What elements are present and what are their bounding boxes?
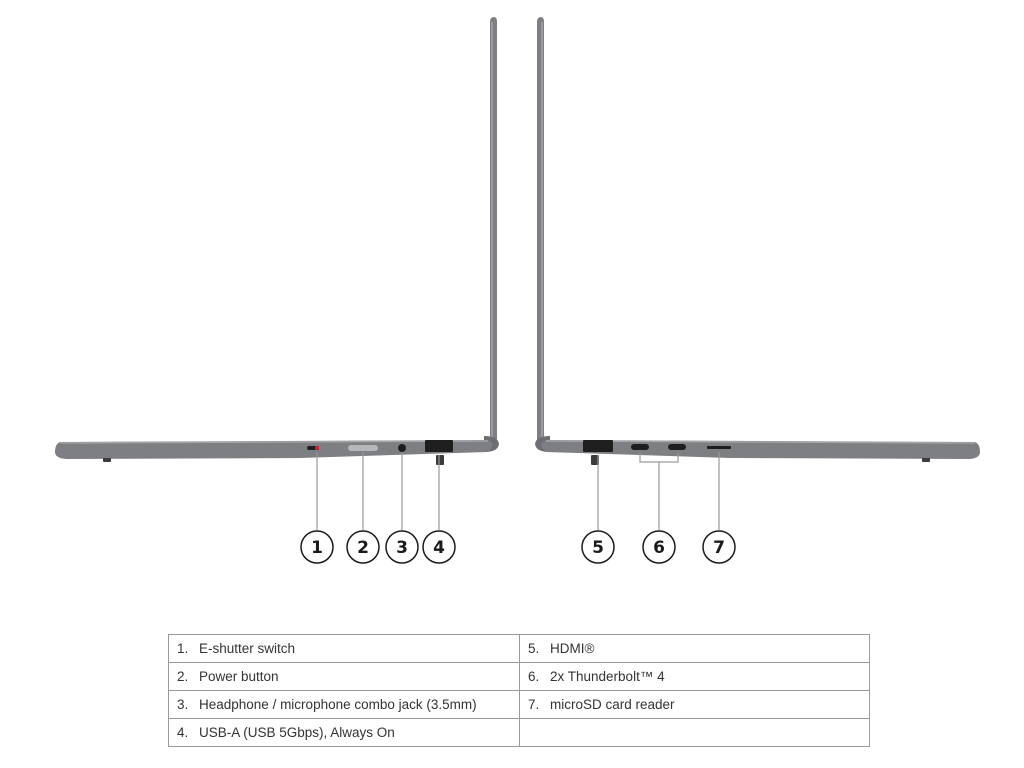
thunderbolt-port [631, 444, 649, 450]
callout-number: 4 [433, 538, 445, 558]
item-label: 2x Thunderbolt™ 4 [550, 669, 665, 684]
item-label: HDMI® [550, 641, 595, 656]
callout-7 [703, 531, 735, 563]
callout-number: 2 [357, 538, 369, 558]
laptop-right-side-view [535, 17, 980, 465]
callout-2 [347, 531, 379, 563]
callout-number: 5 [592, 538, 604, 558]
item-number: 2. [177, 669, 189, 684]
right-view-lid-edge [541, 22, 543, 440]
item-label: USB-A (USB 5Gbps), Always On [199, 725, 395, 740]
headphone-jack [398, 444, 406, 452]
item-label: Power button [199, 669, 279, 684]
usb-a-port [425, 440, 453, 452]
table-row [169, 691, 870, 719]
left-view-foot [103, 458, 111, 462]
table-row [169, 635, 870, 663]
table-row [169, 663, 870, 691]
ports-legend-table [168, 634, 870, 747]
item-number: 7. [528, 697, 540, 712]
power-button [348, 445, 378, 451]
table-cell [520, 663, 870, 691]
table-cell [520, 635, 870, 663]
item-number: 4. [177, 725, 189, 740]
laptop-left-side-view [55, 17, 499, 465]
leader-lines [317, 452, 719, 530]
microsd-slot [707, 446, 731, 449]
item-label: Headphone / microphone combo jack (3.5mm) [199, 697, 477, 712]
callout-number: 6 [653, 538, 665, 558]
item-number: 1. [177, 641, 189, 656]
left-view-lid-edge [491, 22, 493, 440]
hdmi-port [583, 440, 613, 452]
callout-number: 1 [311, 538, 323, 558]
item-number: 3. [177, 697, 189, 712]
callout-1 [301, 531, 333, 563]
table-cell [169, 691, 520, 719]
thunderbolt-port [668, 444, 686, 450]
item-number: 6. [528, 669, 540, 684]
table-cell [169, 635, 520, 663]
callout-number: 3 [396, 538, 408, 558]
callout-number: 7 [713, 538, 725, 558]
left-view-foot [436, 455, 444, 465]
table-cell [169, 719, 520, 747]
callout-5 [582, 531, 614, 563]
table-cell [520, 691, 870, 719]
callout-4 [423, 531, 455, 563]
callout-6 [643, 531, 675, 563]
item-label: microSD card reader [550, 697, 675, 712]
callout-3 [386, 531, 418, 563]
item-number: 5. [528, 641, 540, 656]
table-cell [520, 719, 870, 747]
item-label: E-shutter switch [199, 641, 296, 656]
table-cell [169, 663, 520, 691]
table-row [169, 719, 870, 747]
right-view-foot [922, 458, 930, 462]
e-shutter-indicator [315, 446, 319, 450]
